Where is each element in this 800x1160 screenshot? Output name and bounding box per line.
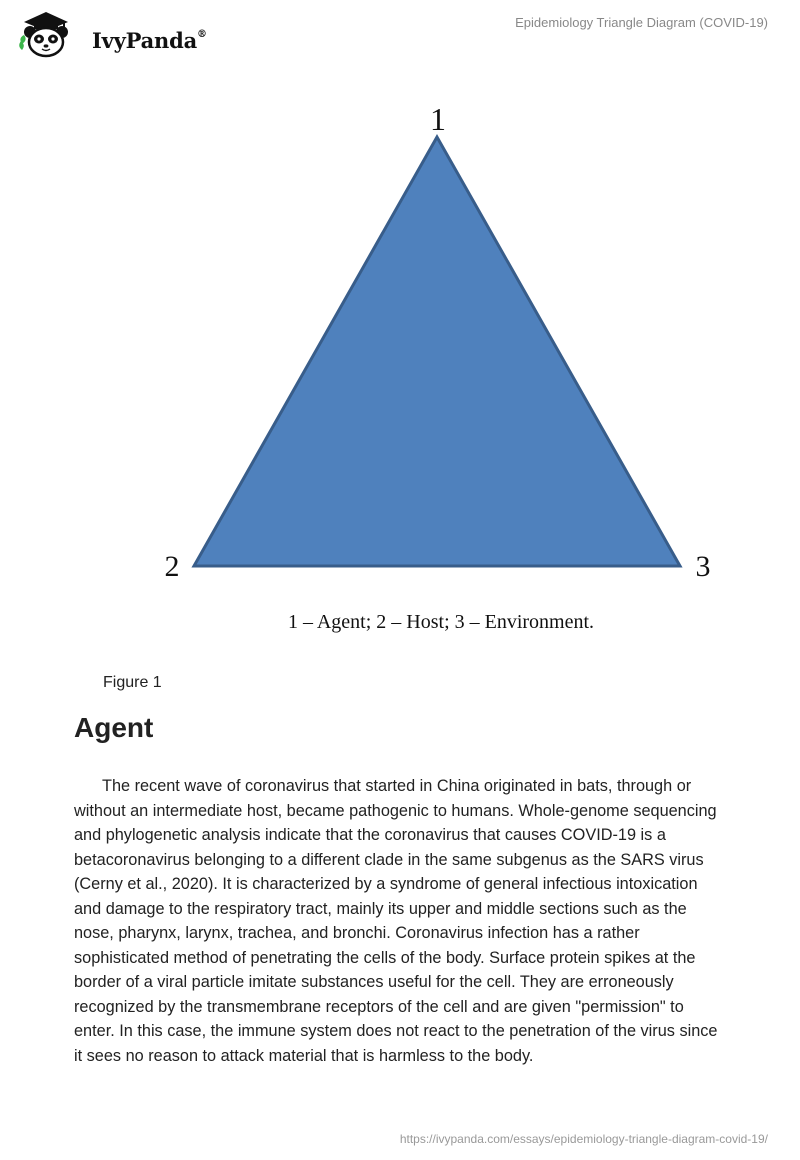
vertex-label-host: 2 (164, 550, 180, 583)
figure-caption: 1 – Agent; 2 – Host; 3 – Environment. (287, 611, 595, 633)
epidemiology-triangle-figure (0, 95, 800, 655)
document-title: Epidemiology Triangle Diagram (COVID-19) (515, 15, 768, 30)
ivypanda-logo[interactable] (14, 8, 214, 58)
epidemiology-triangle (194, 137, 680, 566)
vertex-label-agent: 1 (430, 101, 446, 137)
vertex-label-environment: 3 (695, 550, 711, 583)
registered-mark: ® (197, 29, 207, 40)
brand-name: IvyPanda® (92, 28, 207, 53)
agent-paragraph: The recent wave of coronavirus that started in China originated in bats, through or without an intermediate host, became pathogenic to humans. Whole-genome sequencing and phylogenetic analysis indicate that the coronavirus that causes COVID-19 is a betacoronavirus belonging to a different clade in the same subgenus as the SARS virus (Cerny et al., 2020). It is characterized by a syndrome of general infectious intoxication and damage to the respiratory tract, mainly its upper and middle sections such as the nose, pharynx, larynx, trachea, and bronchi. Coronavirus infection has a rather sophisticated method of penetrating the cells of the body. Surface protein spikes at the border of a viral particle imitate substances useful for the cell. They are erroneously recognized by the transmembrane receptors of the cell and are given "permission" to enter. In this case, the immune system does not react to the penetration of the virus since it sees no reason to attack material that is harmless to the body. (74, 777, 718, 1065)
source-url[interactable]: https://ivypanda.com/essays/epidemiology-triangle-diagram-covid-19/ (399, 1132, 768, 1146)
page-header (0, 0, 800, 70)
triangle-diagram (0, 95, 800, 655)
panda-logo-icon (14, 8, 78, 58)
section-heading: Agent (74, 712, 154, 743)
figure-label: Figure 1 (103, 674, 162, 691)
